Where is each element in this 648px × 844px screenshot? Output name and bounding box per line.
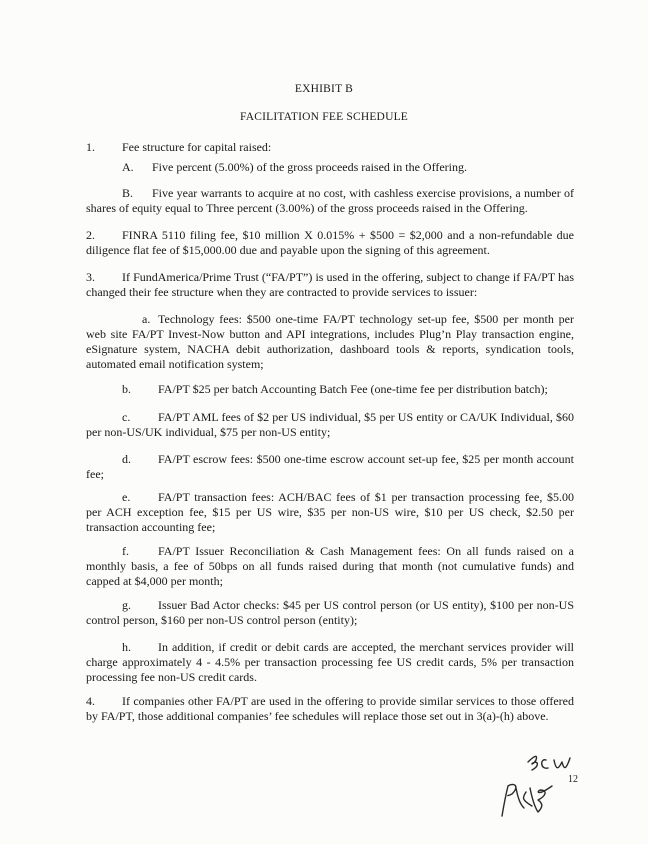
- item-3-f: [86, 544, 574, 589]
- item-3-c: [86, 410, 574, 440]
- item-1-a-text: Five percent (5.00%) of the gross proceeds raised in the Offering.: [152, 160, 468, 174]
- item-3-g-label: g.: [122, 598, 131, 612]
- item-1-number: 1.: [86, 140, 95, 154]
- item-3: [86, 270, 574, 300]
- item-4-number: 4.: [86, 694, 95, 708]
- item-1-b: [86, 186, 574, 216]
- item-4: [86, 694, 574, 724]
- initials-pkb: [496, 778, 560, 820]
- item-1-b-text: Five year warrants to acquire at no cost, with cashless exercise provisions, a number of shares of equity equal to Three percent (3.00%) of the gross proceeds raised in the Offering.: [86, 186, 574, 215]
- item-3-a: [86, 312, 574, 372]
- page-number: 12: [568, 774, 578, 785]
- item-1-b-label: B.: [122, 186, 134, 200]
- schedule-title: FACILITATION FEE SCHEDULE: [239, 111, 409, 123]
- item-3-g: [86, 598, 574, 628]
- item-1-a: [86, 160, 574, 175]
- item-3-number: 3.: [86, 270, 95, 284]
- item-3-d: [86, 452, 574, 482]
- item-3-e-label: e.: [122, 490, 131, 504]
- item-1: [86, 140, 574, 155]
- item-2: [86, 228, 574, 258]
- item-3-b-label: b.: [122, 382, 131, 396]
- item-3-e: [86, 490, 574, 535]
- item-3-h-label: h.: [122, 640, 131, 654]
- item-3-f-text: FA/PT Issuer Reconciliation & Cash Management fees: On all funds raised on a monthly basis, a fee of 50bps on all funds raised during that month (not cumulative funds) and capped at $4,000 per month;: [86, 544, 574, 588]
- item-3-e-text: FA/PT transaction fees: ACH/BAC fees of $1 per transaction processing fee, $5.00 per ACH exception fee, $15 per US wire, $35 per non-US wire, $10 per US check, $2.50 per transaction accounting fee;: [86, 490, 574, 534]
- item-3-text: If FundAmerica/Prime Trust (“FA/PT”) is used in the offering, subject to change if FA/PT has changed their fee structure when they are contracted to provide services to issuer:: [86, 270, 574, 299]
- item-3-h: [86, 640, 574, 685]
- item-3-c-text: FA/PT AML fees of $2 per US individual, $5 per US entity or CA/UK Individual, $60 per non-US/UK individual, $75 per non-US entity;: [86, 410, 574, 439]
- item-4-text: If companies other FA/PT are used in the offering to provide similar services to those offered by FA/PT, those additional companies’ fee schedules will replace those set out in 3(a)-(h) above.: [86, 694, 574, 723]
- item-3-g-text: Issuer Bad Actor checks: $45 per US control person (or US entity), $100 per non-US control person, $160 per non-US control person (entity);: [86, 598, 574, 627]
- item-3-a-label: a.: [142, 312, 151, 326]
- item-1-a-label: A.: [122, 160, 134, 174]
- item-1-text: Fee structure for capital raised:: [122, 140, 272, 154]
- item-3-h-text: In addition, if credit or debit cards are accepted, the merchant services provider will charge approximately 4 - 4.5% per transaction processing fee US credit cards, 5% per transaction processing fee non-US credit cards.: [86, 640, 574, 684]
- item-3-b-text: FA/PT $25 per batch Accounting Batch Fee (one-time fee per distribution batch);: [158, 382, 548, 396]
- item-3-d-label: d.: [122, 452, 131, 466]
- item-3-f-label: f.: [122, 544, 129, 558]
- item-3-a-text: Technology fees: $500 one-time FA/PT technology set-up fee, $500 per month per web site FA/PT Invest-Now button and API integrations, includes Plug’n Play transaction engine, eSignature system, NACHA debit authorization, dashboard tools & reports, syndication tools, automated email notification system;: [86, 312, 574, 371]
- item-3-c-label: c.: [122, 410, 131, 424]
- item-2-text: FINRA 5110 filing fee, $10 million X 0.015% + $500 = $2,000 and a non-refundable due diligence flat fee of $15,000.00 due and payable upon the signing of this agreement.: [86, 228, 574, 257]
- item-3-d-text: FA/PT escrow fees: $500 one-time escrow account set-up fee, $25 per month account fee;: [86, 452, 574, 481]
- exhibit-title: EXHIBIT B: [294, 83, 354, 95]
- item-2-number: 2.: [86, 228, 95, 242]
- item-3-b: [86, 382, 574, 397]
